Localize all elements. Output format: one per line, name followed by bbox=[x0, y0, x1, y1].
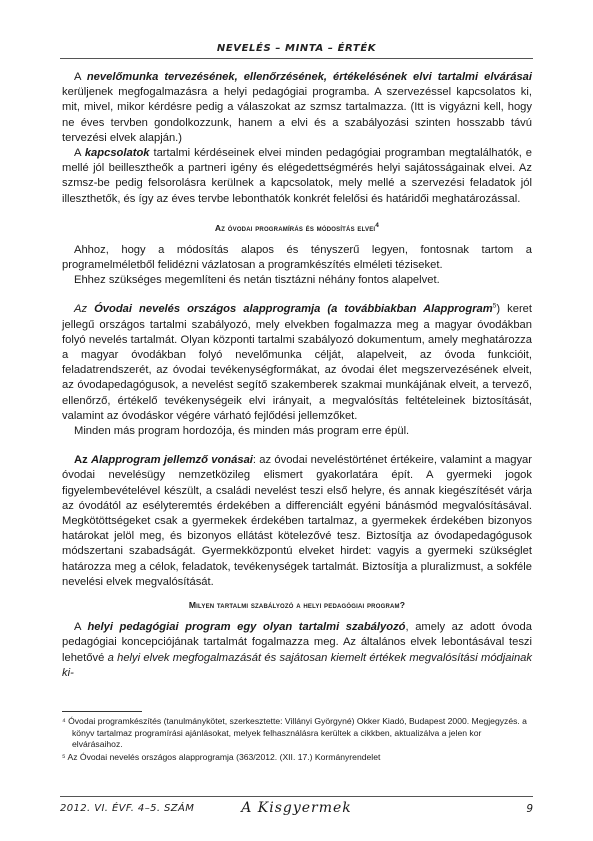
p2-lead: A bbox=[74, 147, 85, 160]
p5-emphasis: Óvodai nevelés országos alapprogramja (a továbbiakban Alapprogram bbox=[94, 303, 493, 316]
paragraph-relations bbox=[62, 146, 532, 207]
running-footer bbox=[60, 796, 533, 819]
heading1-footnote-mark: 4 bbox=[375, 221, 380, 229]
footnote-divider bbox=[62, 711, 142, 712]
p5-close: ) bbox=[496, 303, 501, 316]
issue-info: 2012. VI. ÉVF. 4–5. SZÁM bbox=[60, 803, 195, 814]
paragraph-principles-intro: Ehhez szükséges megemlíteni és netán tisztázni néhány fontos alapelvet. bbox=[74, 274, 440, 287]
running-header bbox=[60, 38, 533, 59]
p8-text: , amely az adott óvoda pedagógiai koncepciójának tartalmát fogalmazza meg. Az általános elvek lebontásával teszi lehetővé bbox=[62, 621, 532, 664]
section-heading-local-program: Milyen tartalmi szabályozó a helyi pedagógiai program? bbox=[188, 600, 406, 611]
article-body bbox=[62, 70, 532, 681]
p1-lead: A bbox=[74, 71, 87, 83]
paragraph-alapprogram bbox=[62, 302, 532, 424]
p5-text: keret jellegű országos tartalmi szabályozó, mely elvekben fogalmazza meg a magyar óvodákban folyó nevelés tartalmát. Olyan központi tartalmi szabályozó dokumentum, amely meghatározza a magyar óvodákban folyó nevelőmunka célját, alapelveit, az óvoda funkcióit, feladatrendszerét, az óvodai tevékenységformákat, az óvodai élet megszervezésének elveit, az óvodapedagógusok, a nevelést segítő szakemberek szakmai munkájának elveit, a tervező, ellenőrző, értékelő tevékenységeik elvi irányait, a megvalósítás feltételeinek biztosítását, valamint az óvodáskor végére várható fejlődési jellemzőket. bbox=[62, 303, 532, 422]
footnotes bbox=[62, 716, 532, 764]
paragraph-foundation: Minden más program hordozója, és minden más program erre épül. bbox=[74, 425, 410, 438]
p8-italic: a helyi elvek megfogalmazását és sajátosan kiemelt értékek megvalósítási módjainak ki- bbox=[62, 651, 533, 679]
page-number: 9 bbox=[526, 803, 533, 815]
p5-footnote-mark: 5 bbox=[492, 302, 497, 310]
footnote-5: ⁵ Az Óvodai nevelés országos alapprogramja (363/2012. (XII. 17.) Kormányrendelet bbox=[62, 751, 381, 762]
heading1-text: Az óvodai programírás és módosítás elvei bbox=[214, 222, 376, 233]
paragraph-local-program bbox=[62, 620, 532, 681]
p7-text: : az óvodai neveléstörténet értékeire, valamint a magyar óvodai nevelésügy nemzetközileg elismert gyakorlatára épít. A gyermeki jogok figyelembevételével készült, a családi nevelést teszi első helyre, és annak kiegészítését várja az óvodától az esélyteremtés érdekében a differenciált egyéni bánásmód megvalósításával. Megkötöttségeket csak a gyermekek érdekében tartalmaz, a gyermekek érdekében bizonyos határokat jelöl meg, és bizonyos ellátást kötelezővé tesz. Biztosítja az óvodapedagógusok módszertani szabadságát. Gyermekközpontú elveket hirdet: vagyis a gyermeki szükséglet határozza meg a célok, feladatok, tevékenységek tartalmát. Biztosítja a pluralizmust, a sokféle nevelési elvek megvalósítását. bbox=[62, 454, 533, 588]
paragraph-modification: Ahhoz, hogy a módosítás alapos és tényszerű legyen, fontosnak tartom a programelméletből felidézni vázlatosan a programkészítés elméleti téziseket. bbox=[62, 243, 532, 272]
p8-emphasis: helyi pedagógiai program egy olyan tartalmi szabályozó bbox=[87, 621, 406, 634]
p7-emphasis: Alapprogram jellemző vonásai bbox=[90, 454, 253, 467]
p1-text: kerüljenek megfogalmazásra a helyi pedagógiai programba. A szervezéssel kapcsolatos ki, mit, mivel, mikor kérdésre pedig a válaszokat az szmsz tartalmazza. (Itt is vigyázni kell, hogy ne éves tervben gondolkozzunk, hanem a elvi és a szabályozási szinten hosszabb távú tervezési elvek alapján.) bbox=[62, 86, 532, 144]
header-title: NEVELÉS – MINTA – ÉRTÉK bbox=[216, 43, 377, 54]
p2-text: tartalmi kérdéseinek elvei minden pedagógiai programban megtalálhatók, e mellé jól beillesztheők a partneri igény és elégedettségmérés helyi sajátosságainak elvei. Az szmsz-be pedig felsorolásra kerülnek a kapcsolatok, mely mellé a szervezési feladatok jól illeszthetők, és így az éves tervbe lebonthatók konkrét felelősi és határidői meghatározással. bbox=[62, 147, 533, 205]
p8-lead: A bbox=[74, 621, 88, 634]
p1-emphasis: nevelőmunka tervezésének, ellenőrzésének, értékelésének elvi tartalmi elvárásai bbox=[86, 71, 532, 83]
p5-lead: Az bbox=[74, 303, 95, 316]
paragraph-features bbox=[62, 453, 532, 590]
paragraph-planning bbox=[62, 70, 532, 146]
p7-lead: Az bbox=[74, 454, 91, 467]
footnote-4: ⁴ Óvodai programkészítés (tanulmánykötet, szerkesztette: Villányi Györgyné) Okker Kiadó, Budapest 2000. Megjegyzés. a könyv tartalmaz programírási ajánlásokat, melyek felhasználásra kerültek a cikkben, aktualizálva a jelen kor elvárásaihoz. bbox=[62, 716, 527, 750]
section-heading-principles bbox=[62, 221, 532, 235]
p2-emphasis: kapcsolatok bbox=[84, 147, 150, 160]
magazine-title: A Kisgyermek bbox=[241, 800, 352, 816]
